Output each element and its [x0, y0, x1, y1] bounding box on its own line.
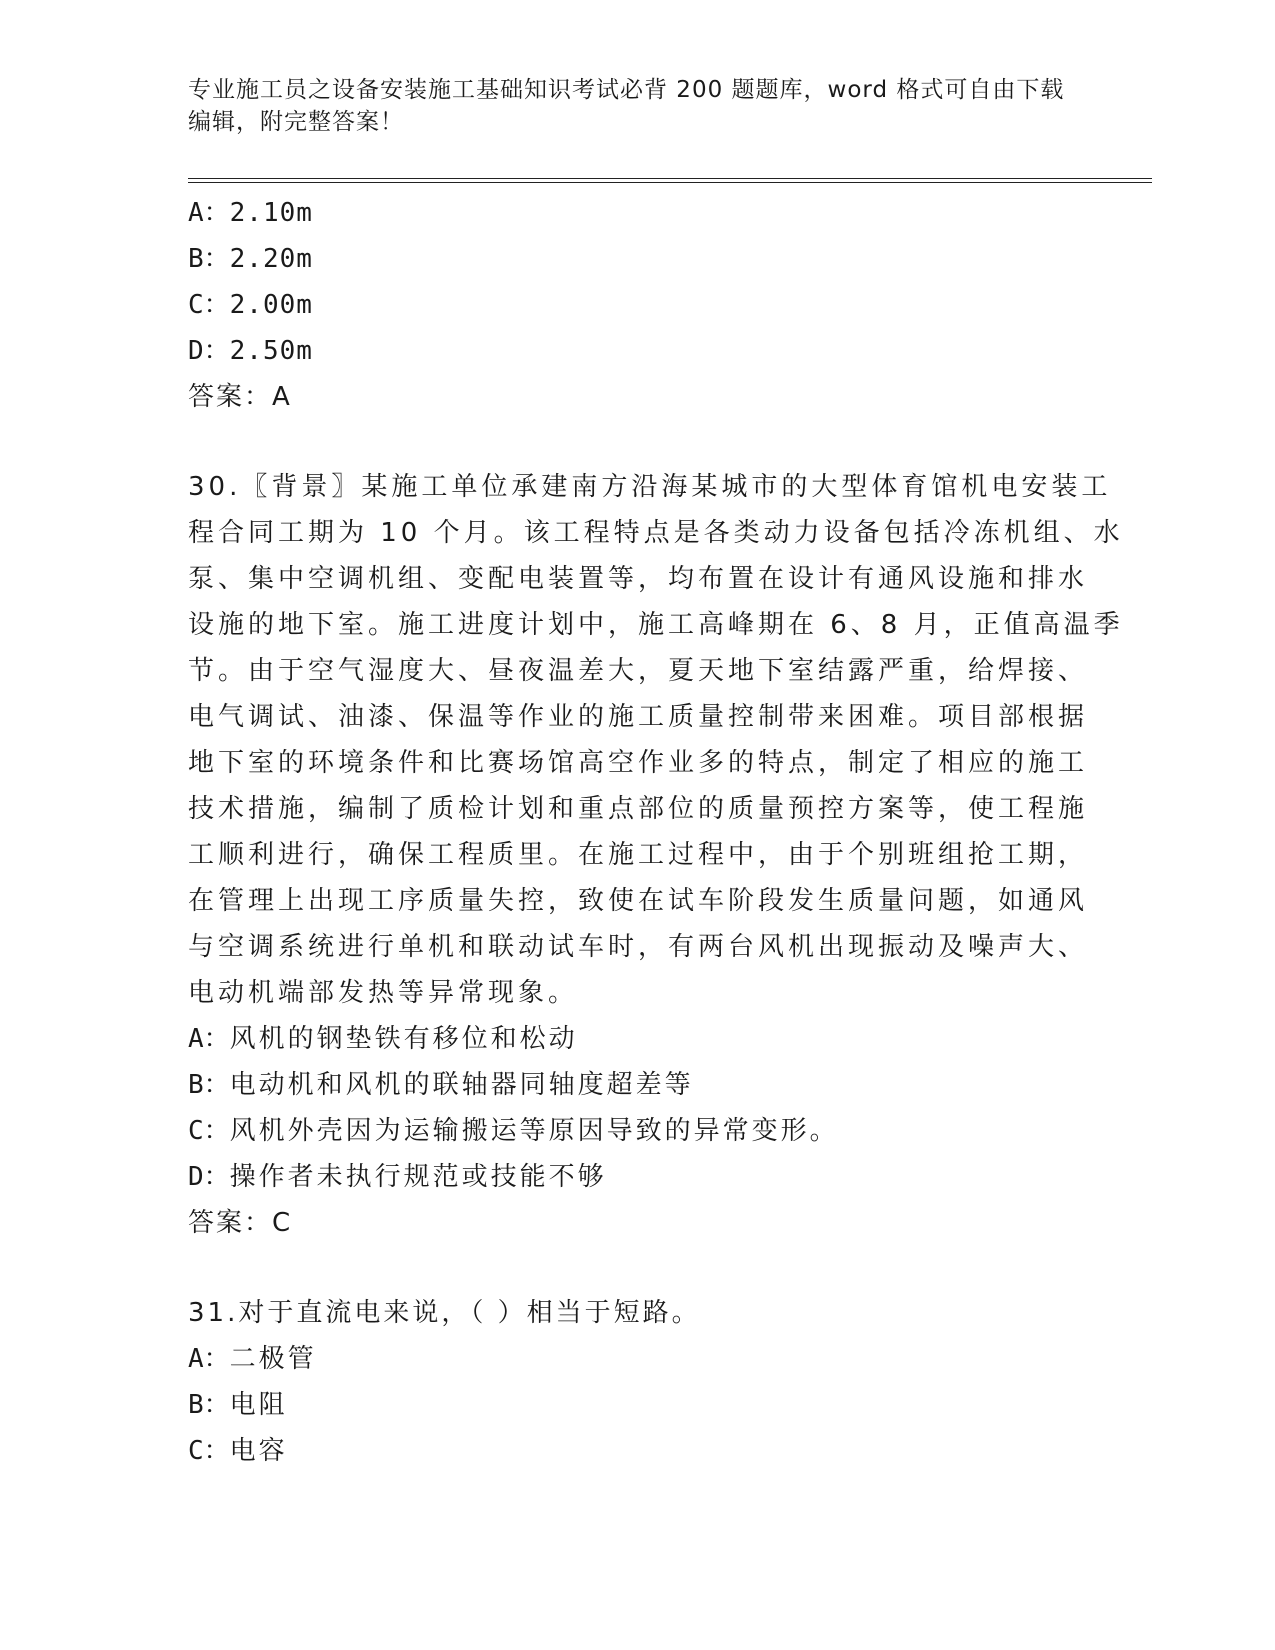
option-b	[188, 1382, 1088, 1428]
option-d	[188, 328, 1088, 374]
option-letter: B：	[188, 244, 230, 274]
option-text: 电动机和风机的联轴器同轴度超差等	[229, 1070, 694, 1100]
option-text: 2.00m	[229, 290, 313, 320]
stem-line: 地下室的环境条件和比赛场馆高空作业多的特点，制定了相应的施工	[188, 748, 1089, 778]
option-text: 2.10m	[229, 198, 313, 228]
option-c	[188, 1428, 1088, 1474]
option-letter: C：	[188, 290, 230, 320]
question-31	[188, 1290, 1088, 1474]
stem-line: 30.〖背景〗某施工单位承建南方沿海某城市的大型体育馆机电安装工	[188, 472, 1112, 502]
option-d	[188, 1154, 1088, 1200]
option-letter: D：	[188, 1162, 230, 1192]
option-a	[188, 1336, 1088, 1382]
option-a	[188, 190, 1088, 236]
document-header	[188, 74, 1088, 138]
stem-line: 技术措施，编制了质检计划和重点部位的质量预控方案等，使工程施	[188, 794, 1089, 824]
question-stem	[188, 464, 1124, 1016]
option-c	[188, 282, 1088, 328]
option-letter: B：	[188, 1390, 230, 1420]
option-letter: C：	[188, 1436, 230, 1466]
option-text: 2.50m	[229, 336, 313, 366]
answer-line: 答案：A	[188, 382, 292, 412]
stem-line: 泵、集中空调机组、变配电装置等，均布置在设计有通风设施和排水	[188, 564, 1089, 594]
spacer	[188, 420, 1088, 464]
question-30	[188, 464, 1124, 1246]
option-b	[188, 1062, 1088, 1108]
header-line-1: 专业施工员之设备安装施工基础知识考试必背 200 题题库，word 格式可自由下载	[188, 77, 1065, 103]
option-letter: A：	[188, 1344, 230, 1374]
stem-line: 工顺利进行，确保工程质里。在施工过程中，由于个别班组抢工期，	[188, 840, 1089, 870]
header-divider-bottom	[188, 182, 1152, 183]
option-letter: A：	[188, 1024, 230, 1054]
option-text: 2.20m	[229, 244, 313, 274]
option-text: 电阻	[229, 1390, 288, 1420]
option-text: 电容	[229, 1436, 288, 1466]
option-text: 风机外壳因为运输搬运等原因导致的异常变形。	[229, 1116, 839, 1146]
option-letter: B：	[188, 1070, 230, 1100]
spacer	[188, 1246, 1088, 1290]
option-letter: C：	[188, 1116, 230, 1146]
header-divider-top	[188, 178, 1152, 179]
option-text: 二极管	[229, 1344, 317, 1374]
question-29	[188, 190, 1088, 420]
option-text: 风机的钢垫铁有移位和松动	[229, 1024, 578, 1054]
stem-line: 与空调系统进行单机和联动试车时，有两台风机出现振动及噪声大、	[188, 932, 1089, 962]
stem-line: 程合同工期为 10 个月。该工程特点是各类动力设备包括冷冻机组、水	[188, 518, 1124, 548]
option-c	[188, 1108, 1088, 1154]
stem-line: 节。由于空气湿度大、昼夜温差大，夏天地下室结露严重，给焊接、	[188, 656, 1089, 686]
stem-line: 设施的地下室。施工进度计划中，施工高峰期在 6、8 月，正值高温季	[188, 610, 1124, 640]
answer-line: 答案：C	[188, 1208, 293, 1238]
option-a	[188, 1016, 1088, 1062]
header-line-2: 编辑，附完整答案！	[188, 109, 404, 135]
option-letter: A：	[188, 198, 230, 228]
stem-line: 电动机端部发热等异常现象。	[188, 978, 579, 1008]
option-text: 操作者未执行规范或技能不够	[229, 1162, 607, 1192]
option-b	[188, 236, 1088, 282]
question-stem: 31.对于直流电来说，（ ）相当于短路。	[188, 1298, 701, 1328]
option-letter: D：	[188, 336, 230, 366]
document-body	[188, 190, 1124, 1474]
stem-line: 电气调试、油漆、保温等作业的施工质量控制带来困难。项目部根据	[188, 702, 1089, 732]
stem-line: 在管理上出现工序质量失控，致使在试车阶段发生质量问题，如通风	[188, 886, 1089, 916]
